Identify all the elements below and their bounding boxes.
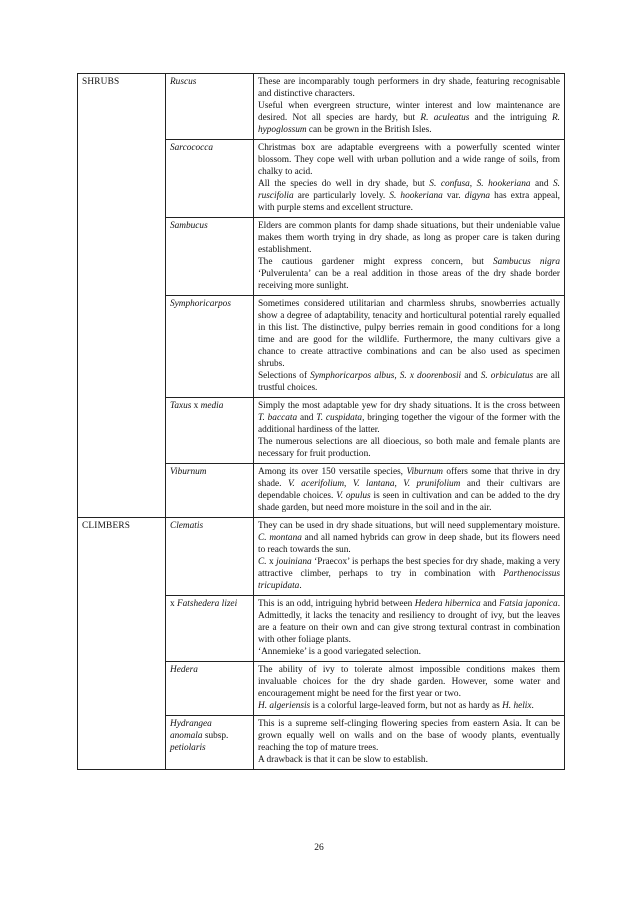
- category-cell: CLIMBERS: [78, 518, 166, 770]
- genus-cell: [166, 74, 254, 140]
- description-text: are particularly lovely.: [293, 191, 390, 201]
- description-text: .: [531, 701, 534, 711]
- species-name: Symphoricarpos albus: [310, 371, 395, 381]
- species-name: Parthenocissus tricupidata: [258, 569, 560, 591]
- genus-text: Fatshedera lizei: [176, 599, 238, 609]
- description-paragraph: [258, 556, 560, 592]
- description-text: They can be used in dry shade situations, but will need supplementary moisture.: [258, 521, 560, 531]
- genus-cell: [166, 518, 254, 596]
- genus-text: Hedera: [170, 665, 198, 675]
- genus-text: Sarcococca: [170, 143, 214, 153]
- species-name: Hedera hibernica: [414, 599, 481, 609]
- species-name: V. lantana: [352, 479, 395, 489]
- description-text: and: [480, 599, 499, 609]
- description-text: offers some that thrive in dry shade.: [258, 467, 560, 489]
- description-paragraph: [258, 754, 560, 766]
- description-paragraph: [258, 100, 560, 136]
- description-cell: [254, 518, 565, 596]
- description-text: , bringing together the vigour of the former with the additional hardiness of the latter.: [258, 413, 561, 435]
- species-name: V. prunifolium: [403, 479, 461, 489]
- description-cell: [254, 716, 565, 770]
- species-name: Sambucus nigra: [493, 257, 560, 267]
- genus-cell: [166, 464, 254, 518]
- description-cell: [254, 662, 565, 716]
- description-text: The numerous selections are all dioecious, so both male and female plants are necessary for fruit production.: [258, 437, 560, 459]
- genus-text: Ruscus: [170, 77, 197, 87]
- genus-cell: [166, 596, 254, 662]
- description-paragraph: [258, 220, 560, 256]
- genus-text: anomala: [170, 731, 203, 741]
- plant-table: [77, 73, 565, 770]
- description-text: are all trustful choices.: [258, 371, 560, 393]
- species-name: T. cuspidata: [316, 413, 363, 423]
- genus-cell: [166, 398, 254, 464]
- description-text: The ability of ivy to tolerate almost impossible conditions makes them invaluable choices for the dry shade garden. However, some water and encouragement might be need for the first year or two.: [258, 665, 560, 699]
- genus-cell: [166, 140, 254, 218]
- species-name: T. baccata: [258, 413, 298, 423]
- description-text: This is a supreme self-clinging flowering species from eastern Asia. It can be grown equally well on walls and on the base of woody plants, eventually reaching the top of mature trees.: [258, 719, 560, 753]
- description-paragraph: [258, 178, 560, 214]
- species-name: S. orbiculatus: [480, 371, 534, 381]
- description-text: has extra appeal, with purple stems and excellent structure.: [258, 191, 560, 213]
- description-text: A drawback is that it can be slow to establish.: [258, 755, 428, 765]
- genus-cell: [166, 218, 254, 296]
- genus-text: media: [200, 401, 224, 411]
- genus-cell: [166, 296, 254, 398]
- species-name: H. algeriensis: [258, 701, 311, 711]
- genus-text: Symphoricarpos: [170, 299, 231, 309]
- description-text: and the intriguing: [469, 113, 552, 123]
- description-text: .: [299, 581, 302, 591]
- genus-text: x: [191, 401, 201, 411]
- description-text: ,: [394, 479, 404, 489]
- description-text: is a colorful large-leaved form, but not as hardy as: [310, 701, 503, 711]
- species-name: jouiniana: [276, 557, 312, 567]
- species-name: S. hookeriana: [476, 179, 531, 189]
- species-name: R. hypoglossum: [258, 113, 560, 135]
- species-name: C. montana: [258, 533, 302, 543]
- description-text: and their cultivars are dependable choices.: [258, 479, 560, 501]
- description-cell: [254, 464, 565, 518]
- description-text: The cautious gardener might express concern, but: [258, 257, 494, 267]
- table-row: [78, 518, 565, 596]
- description-text: Christmas box are adaptable evergreens with a powerfully scented winter blossom. They cope well with urban pollution and a wide range of soils, from chalky to acid.: [258, 143, 560, 177]
- description-cell: [254, 140, 565, 218]
- description-text: and: [297, 413, 317, 423]
- description-text: All the species do well in dry shade, but: [258, 179, 430, 189]
- description-text: Useful when evergreen structure, winter interest and low maintenance are desired. Not all species are hardy, but: [258, 101, 560, 123]
- description-text: Simply the most adaptable yew for dry shady situations. It is the cross between: [258, 401, 560, 411]
- genus-text: Sambucus: [170, 221, 208, 231]
- species-name: S. hookeriana: [389, 191, 443, 201]
- genus-cell: [166, 662, 254, 716]
- species-name: S. ruscifolia: [258, 179, 560, 201]
- genus-text: Viburnum: [170, 467, 207, 477]
- species-name: S. confusa: [429, 179, 470, 189]
- description-text: can be grown in the British Isles.: [306, 125, 432, 135]
- genus-text: Clematis: [170, 521, 204, 531]
- species-name: V. opulus: [336, 491, 371, 501]
- description-paragraph: [258, 520, 560, 556]
- plant-table-body: [78, 74, 565, 770]
- description-paragraph: [258, 142, 560, 178]
- species-name: V. acerifolium: [287, 479, 345, 489]
- description-text: ,: [344, 479, 353, 489]
- description-paragraph: [258, 298, 560, 370]
- category-cell: SHRUBS: [78, 74, 166, 518]
- description-text: . Admittedly, it lacks the tenacity and resiliency to drought of ivy, but the leaves are a feature on their own and can give strong textural contrast in combination with other foliage plants.: [258, 599, 561, 645]
- description-paragraph: [258, 370, 560, 394]
- species-name: Viburnum: [406, 467, 443, 477]
- genus-cell: [166, 716, 254, 770]
- genus-text: petiolaris: [170, 743, 206, 753]
- description-text: This is an odd, intriguing hybrid between: [258, 599, 415, 609]
- description-paragraph: [258, 718, 560, 754]
- genus-text: subsp.: [202, 731, 229, 741]
- description-text: Selections of: [258, 371, 311, 381]
- species-name: Fatsia japonica: [498, 599, 558, 609]
- description-paragraph: [258, 256, 560, 292]
- description-text: x: [266, 557, 277, 567]
- description-text: Among its over 150 versatile species,: [258, 467, 407, 477]
- species-name: H. helix: [502, 701, 532, 711]
- description-text: ‘Annemieke’ is a good variegated selection.: [258, 647, 421, 657]
- description-text: and all named hybrids can grow in deep shade, but its flowers need to reach towards the sun.: [258, 533, 561, 555]
- table-row: [78, 74, 565, 140]
- genus-text: x: [170, 599, 177, 609]
- description-text: var.: [442, 191, 465, 201]
- description-text: These are incomparably tough performers in dry shade, featuring recognisable and distinctive characters.: [258, 77, 560, 99]
- species-name: digyna: [464, 191, 491, 201]
- species-name: S. x doorenbosii: [399, 371, 462, 381]
- description-cell: [254, 296, 565, 398]
- species-name: R. aculeatus: [420, 113, 470, 123]
- description-text: ,: [394, 371, 400, 381]
- description-text: ‘Praecox’ is perhaps the best species for dry shade, making a very attractive climber, perhaps to try in combination with: [258, 557, 560, 579]
- description-paragraph: [258, 76, 560, 100]
- description-paragraph: [258, 598, 560, 646]
- description-cell: [254, 596, 565, 662]
- page-number: 26: [314, 843, 324, 853]
- description-cell: [254, 74, 565, 140]
- description-text: Elders are common plants for damp shade situations, but their undeniable value makes them worth trying in dry shade, as long as proper care is taken during establishment.: [258, 221, 560, 255]
- description-paragraph: [258, 700, 560, 712]
- genus-text: Taxus: [170, 401, 192, 411]
- description-paragraph: [258, 466, 560, 514]
- description-cell: [254, 218, 565, 296]
- description-text: and: [530, 179, 554, 189]
- genus-text: Hydrangea: [170, 719, 212, 729]
- description-paragraph: [258, 436, 560, 460]
- description-paragraph: [258, 664, 560, 700]
- description-text: and: [461, 371, 481, 381]
- description-text: ‘Pulverulenta’ can be a real addition in those areas of the dry shade border receiving more sunlight.: [258, 269, 560, 291]
- description-text: Sometimes considered utilitarian and charmless shrubs, snowberries actually show a degree of adaptability, tenacity and horticultural potential rarely equalled in this list. The distinctive, pulpy berries remain in good conditions for a long time and are good for the wildlife. Furthermore, the many cultivars give a chance to create attractive combinations and can be also used as specimen shrubs.: [258, 299, 560, 369]
- species-name: C.: [258, 557, 267, 567]
- description-cell: [254, 398, 565, 464]
- description-text: is seen in cultivation and can be added to the dry shade garden, but need more moisture in the soil and in the air.: [258, 491, 560, 513]
- description-text: ,: [469, 179, 477, 189]
- description-paragraph: [258, 646, 560, 658]
- description-paragraph: [258, 400, 560, 436]
